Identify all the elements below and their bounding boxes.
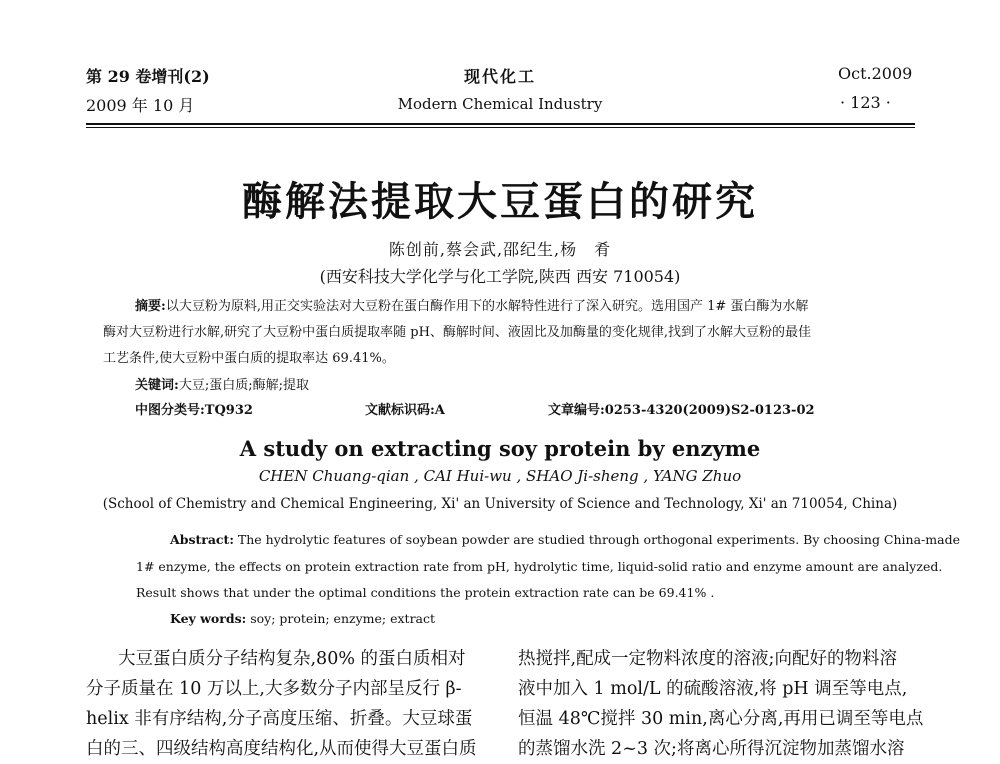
header-rule-thick: [86, 123, 915, 125]
body-right-line: 液中加入 1 mol/L 的硫酸溶液,将 pH 调至等电点,: [518, 679, 908, 699]
body-left-line: 分子质量在 10 万以上,大多数分子内部呈反行 β-: [86, 679, 462, 699]
keywords-cn: 关键词:大豆;蛋白质;酶解;提取: [135, 378, 309, 393]
page-number: · 123 ·: [840, 93, 891, 112]
header-rule-thin: [86, 127, 915, 128]
keywords-en: Key words: soy; protein; enzyme; extract: [170, 611, 436, 626]
abstract-cn-line-3: 工艺条件,使大豆粉中蛋白质的提取率达 69.41%。: [103, 351, 395, 366]
authors-cn: 陈创前,蔡会武,邵纪生,杨 肴: [388, 240, 612, 259]
body-left-line: helix 非有序结构,分子高度压缩、折叠。大豆球蛋: [86, 709, 473, 729]
affiliation-en: (School of Chemistry and Chemical Engineering, Xi' an University of Science and Technology, Xi' an 710054, China): [102, 496, 898, 512]
journal-name-cn: 现代化工: [463, 67, 536, 86]
affiliation-cn: (西安科技大学化学与化工学院,陕西 西安 710054): [319, 267, 681, 286]
journal-date-cn: 2009 年 10 月: [86, 96, 195, 115]
article-number: 文章编号:0253-4320(2009)S2-0123-02: [548, 403, 815, 418]
body-right-line: 恒温 48℃搅拌 30 min,离心分离,再用已调至等电点: [518, 709, 924, 729]
journal-volume: 第 29 卷增刊(2): [86, 67, 210, 86]
abstract-en-line-1: Abstract: The hydrolytic features of soybean powder are studied through orthogonal experiments. By choosing China-made: [170, 532, 960, 547]
page-title: 酶解法提取大豆蛋白的研究: [242, 178, 758, 225]
body-left-line: 白的三、四级结构高度结构化,从而使得大豆蛋白质: [86, 739, 477, 759]
abstract-cn-label: 摘要:: [135, 299, 166, 314]
authors-en: CHEN Chuang-qian , CAI Hui-wu , SHAO Ji-sheng , YANG Zhuo: [258, 467, 742, 485]
journal-date-en: Oct.2009: [838, 64, 913, 83]
document-code: 文献标识码:A: [365, 403, 445, 418]
body-right-line: 的蒸馏水洗 2~3 次;将离心所得沉淀物加蒸馏水溶: [518, 739, 905, 759]
journal-name-en: Modern Chemical Industry: [397, 95, 603, 113]
abstract-cn-line-1: 摘要:以大豆粉为原料,用正交实验法对大豆粉在蛋白酶作用下的水解特性进行了深入研究。选用国产 1# 蛋白酶为水解: [135, 299, 809, 314]
abstract-en-label: Abstract:: [170, 532, 234, 547]
keywords-en-label: Key words:: [170, 611, 247, 626]
abstract-en-line-2: 1# enzyme, the effects on protein extraction rate from pH, hydrolytic time, liquid-solid ratio and enzyme amount are analyzed.: [136, 559, 943, 574]
keywords-cn-label: 关键词:: [135, 378, 179, 393]
body-column-left: [86, 644, 506, 764]
body-left-line: 大豆蛋白质分子结构复杂,80% 的蛋白质相对: [118, 649, 466, 669]
clc-number: 中图分类号:TQ932: [135, 403, 253, 418]
abstract-cn-line-2: 酶对大豆粉进行水解,研究了大豆粉中蛋白质提取率随 pH、酶解时间、液固比及加酶量的变化规律,找到了水解大豆粉的最佳: [103, 325, 812, 340]
body-right-line: 热搅拌,配成一定物料浓度的溶液;向配好的物料溶: [518, 649, 897, 669]
abstract-en-line-3: Result shows that under the optimal conditions the protein extraction rate can be 69.41% .: [136, 585, 715, 600]
title-en: A study on extracting soy protein by enzyme: [239, 436, 761, 461]
body-column-right: [518, 644, 924, 764]
